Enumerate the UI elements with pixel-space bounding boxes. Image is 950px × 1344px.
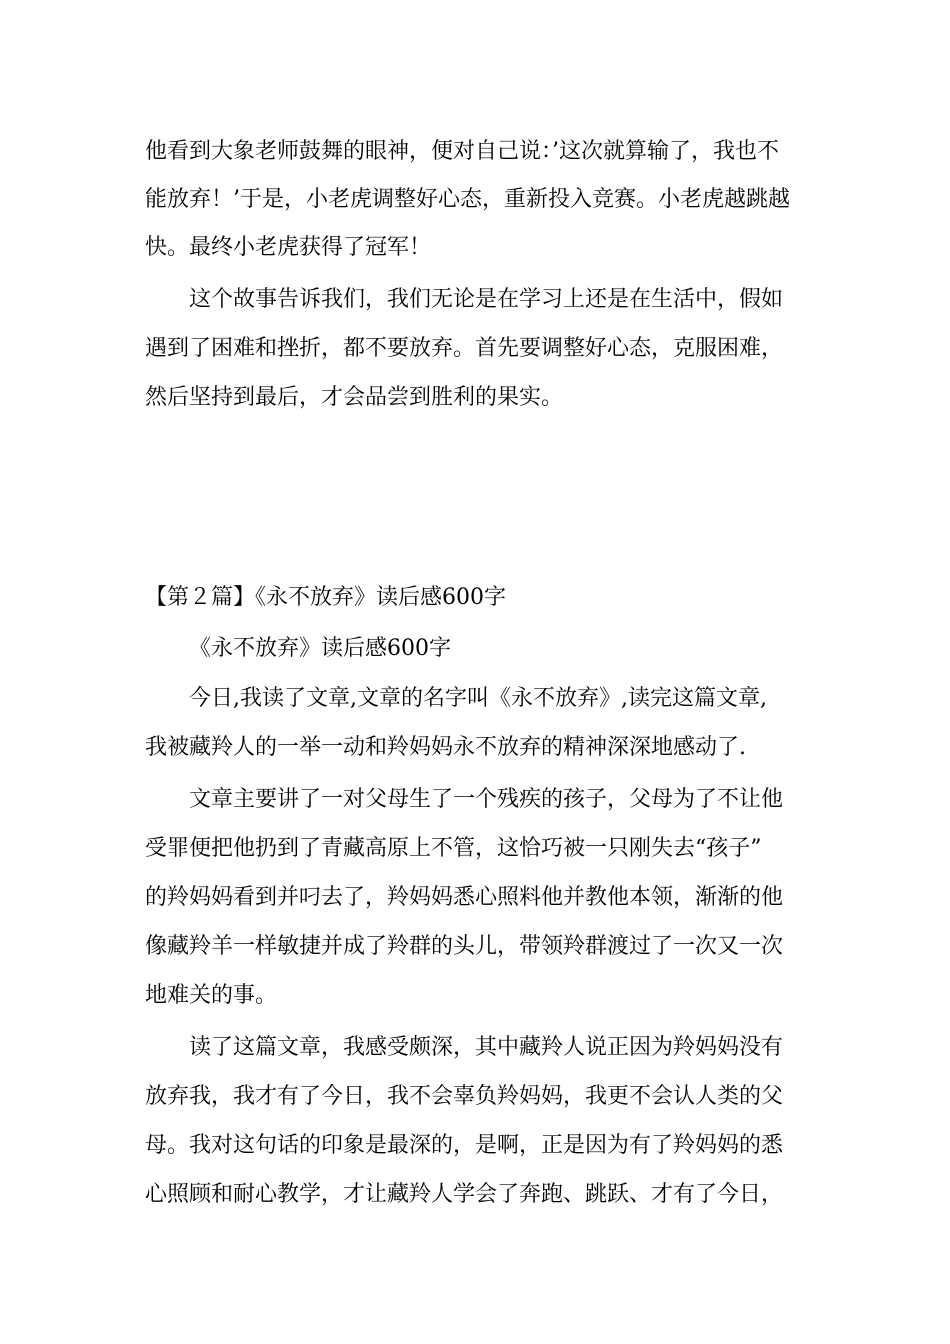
text-line: 能放弃！’于是，小老虎调整好心态，重新投入竞赛。小老虎越跳越: [145, 187, 790, 212]
text-line: 他看到大象老师鼓舞的眼神，便对自己说：’这次就算输了，我也不: [145, 139, 779, 164]
text-line: 这个故事告诉我们，我们无论是在学习上还是在生活中，假如: [189, 287, 784, 312]
text-line: 母。我对这句话的印象是最深的，是啊，正是因为有了羚妈妈的悉: [145, 1133, 784, 1158]
text-line: 心照顾和耐心教学，才让藏羚人学会了奔跑、跳跃、才有了今日，: [145, 1182, 784, 1207]
text-line: 读了这篇文章，我感受颇深，其中藏羚人说正因为羚妈妈没有: [189, 1035, 784, 1060]
text-line: 快。最终小老虎获得了冠军！: [145, 235, 432, 260]
text-line: 遇到了困难和挫折，都不要放弃。首先要调整好心态，克服困难，: [145, 336, 784, 361]
text-line: 文章主要讲了一对父母生了一个残疾的孩子，父母为了不让他: [189, 787, 784, 812]
text-line: 地难关的事。: [145, 983, 278, 1008]
section-heading: 【第２篇】《永不放弃》读后感600字: [145, 585, 506, 610]
text-line: 今日,我读了文章,文章的名字叫《永不放弃》,读完这篇文章,: [189, 686, 767, 711]
text-line: 然后坚持到最后，才会品尝到胜利的果实。: [145, 385, 564, 410]
text-line: 像藏羚羊一样敏捷并成了羚群的头儿，带领羚群渡过了一次又一次: [145, 934, 784, 959]
text-line: 我被藏羚人的一举一动和羚妈妈永不放弃的精神深深地感动了.: [145, 735, 746, 760]
text-line: 受罪便把他扔到了青藏高原上不管，这恰巧被一只刚失去“孩子”: [145, 836, 762, 861]
text-line: 放弃我，我才有了今日，我不会辜负羚妈妈，我更不会认人类的父: [145, 1084, 784, 1109]
text-line: 的羚妈妈看到并叼去了，羚妈妈悉心照料他并教他本领，渐渐的他: [145, 885, 784, 910]
article-title: 《永不放弃》读后感600字: [189, 636, 451, 661]
